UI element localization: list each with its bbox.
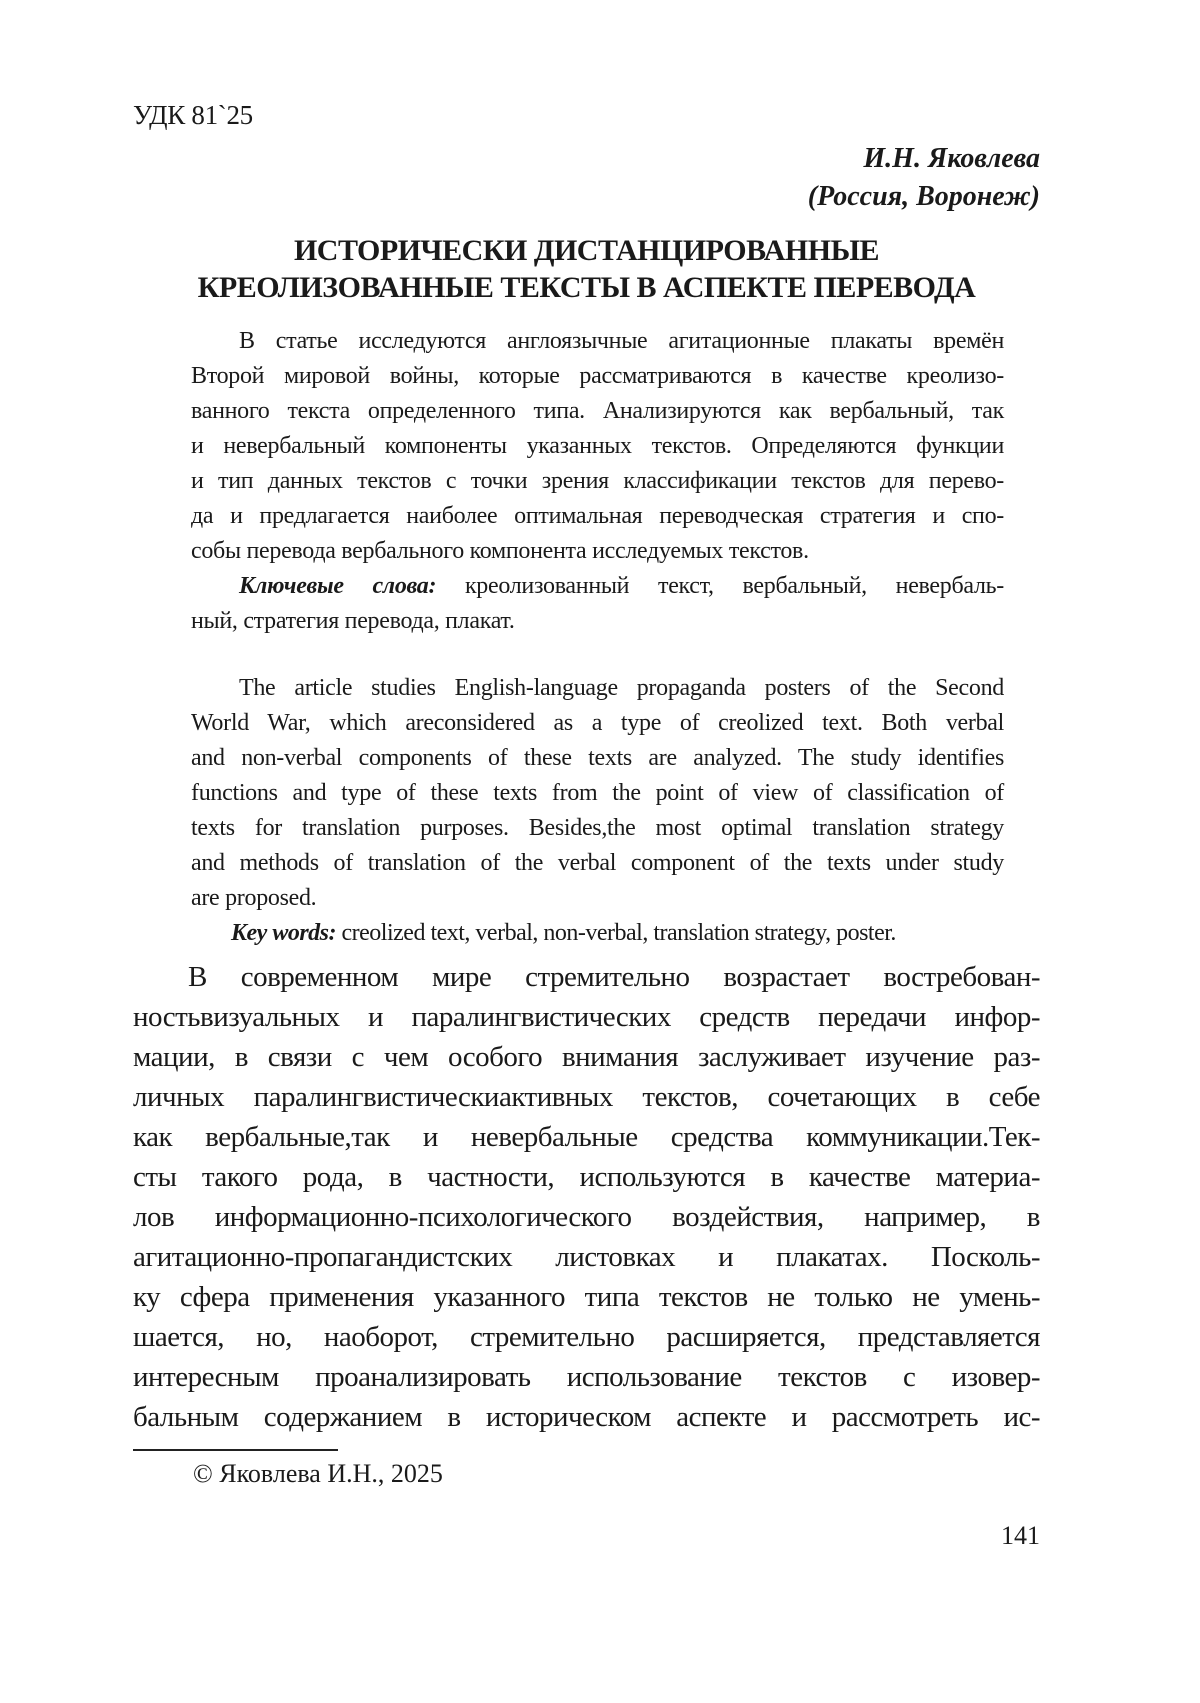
- keywords-russian-line-2: ный, стратегия перевода, плакат.: [191, 608, 515, 634]
- page-content: [133, 0, 1040, 1491]
- abstract-english-paragraph: [191, 671, 1004, 916]
- author-block: [133, 140, 1040, 216]
- abstract-russian-paragraph: [191, 324, 1004, 569]
- text-line: шается, но, наоборот, стремительно расширяется, представляется: [133, 1321, 1040, 1353]
- copyright-line: © Яковлева И.Н., 2025: [193, 1459, 443, 1488]
- article-title-line-2: КРЕОЛИЗОВАННЫЕ ТЕКСТЫ В АСПЕКТЕ ПЕРЕВОДА: [197, 271, 976, 304]
- text-line: мации, в связи с чем особого внимания заслуживает изучение раз-: [133, 1041, 1040, 1073]
- keywords-english-label: Key words:: [231, 920, 336, 946]
- text-line: В современном мире стремительно возрастает востребован-: [188, 961, 1040, 993]
- text-line: агитационно-пропагандистских листовках и плакатах. Посколь-: [133, 1241, 1040, 1273]
- text-line: are proposed.: [191, 885, 317, 911]
- text-line: и тип данных текстов с точки зрения классификации текстов для перево-: [191, 468, 1004, 494]
- keywords-english-text: creolized text, verbal, non-verbal, translation strategy, poster.: [336, 920, 896, 946]
- text-line: личных паралингвистическиактивных текстов, сочетающих в себе: [133, 1081, 1040, 1113]
- text-line: The article studies English-language propaganda posters of the Second: [239, 675, 1004, 701]
- article-title-line-1: ИСТОРИЧЕСКИ ДИСТАНЦИРОВАННЫЕ: [293, 234, 880, 267]
- text-line: как вербальные,так и невербальные средства коммуникации.Тек-: [133, 1121, 1040, 1153]
- text-line: интересным проанализировать использование текстов с изовер-: [133, 1361, 1040, 1393]
- text-line: В статье исследуются англоязычные агитационные плакаты времён: [239, 328, 1004, 354]
- keywords-english: [191, 916, 1004, 951]
- text-line: сты такого рода, в частности, используются в качестве материа-: [133, 1161, 1040, 1193]
- body-paragraph: [133, 957, 1040, 1437]
- text-line: and methods of translation of the verbal component of the texts under study: [191, 850, 1004, 876]
- page-number: 141: [1001, 1521, 1040, 1550]
- text-line: ностьвизуальных и паралингвистических средств передачи инфор-: [133, 1001, 1040, 1033]
- text-line: лов информационно-психологического воздействия, например, в: [133, 1201, 1040, 1233]
- abstract-russian: [133, 324, 1040, 639]
- text-line: functions and type of these texts from the point of view of classification of: [191, 780, 1004, 806]
- article-title: [133, 232, 1040, 306]
- keywords-russian-text: креолизованный текст, вербальный, невербаль-: [436, 573, 1004, 599]
- text-line: и невербальный компоненты указанных текстов. Определяются функции: [191, 433, 1004, 459]
- text-line: World War, which areconsidered as a type of creolized text. Both verbal: [191, 710, 1004, 736]
- author-location: (Россия, Воронеж): [807, 181, 1040, 212]
- text-line: да и предлагается наиболее оптимальная переводческая стратегия и спо-: [191, 503, 1004, 529]
- text-line: ку сфера применения указанного типа текстов не только не умень-: [133, 1281, 1040, 1313]
- text-line: бальным содержанием в историческом аспекте и рассмотреть ис-: [133, 1401, 1040, 1433]
- abstract-english: [133, 671, 1040, 951]
- udc-code: УДК 81`25: [133, 100, 253, 130]
- footnote-divider: [133, 1449, 338, 1451]
- text-line: Второй мировой войны, которые рассматриваются в качестве креолизо-: [191, 363, 1004, 389]
- keywords-english-line: [191, 916, 1004, 951]
- text-line: texts for translation purposes. Besides,the most optimal translation strategy: [191, 815, 1004, 841]
- keywords-russian: [191, 569, 1004, 639]
- text-line: and non-verbal components of these texts are analyzed. The study identifies: [191, 745, 1004, 771]
- text-line: собы перевода вербального компонента исследуемых текстов.: [191, 538, 809, 564]
- author-name: И.Н. Яковлева: [863, 143, 1040, 174]
- keywords-russian-label: Ключевые слова:: [239, 573, 437, 599]
- text-line: ванного текста определенного типа. Анализируются как вербальный, так: [191, 398, 1004, 424]
- keywords-russian-line-1: [191, 569, 1004, 604]
